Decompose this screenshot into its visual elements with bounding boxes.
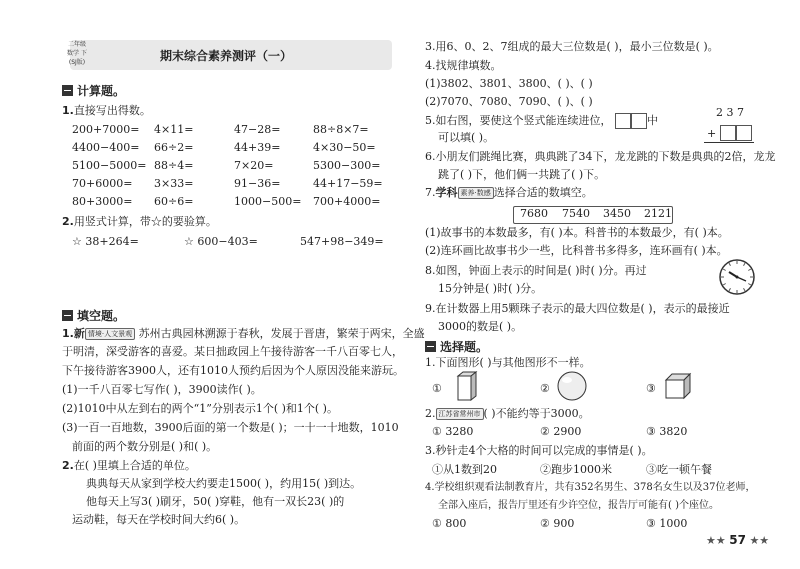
calc-item: 44+17−59= xyxy=(313,177,383,190)
right-q5-line xyxy=(425,113,658,129)
right-q8a: 8.如图，钟面上表示的时间是( )时( )分。再过 xyxy=(425,264,647,277)
number-option: 7680 xyxy=(520,207,548,220)
choice-option[interactable]: ③ 1000 xyxy=(646,517,688,530)
section-calc-title: 计算题。 xyxy=(77,84,126,98)
section-fill-title: 填空题。 xyxy=(77,309,126,323)
calc-item: 700+4000= xyxy=(313,195,381,208)
sphere-icon xyxy=(556,370,588,402)
fill1-line: 苏州古典园林溯源于春秋，发展于晋唐，繁荣于两宋，全盛 xyxy=(138,327,425,340)
calc-item: 91−36= xyxy=(234,177,281,190)
choice-option[interactable]: ③ 3820 xyxy=(646,425,688,438)
clock-icon xyxy=(718,258,756,296)
choice-option[interactable]: ①从1数到20 xyxy=(432,463,497,476)
grade-line-1: 二年级 xyxy=(67,41,86,48)
fill1-new-mark: 新 xyxy=(73,327,85,340)
q2-item: ☆ 38+264= xyxy=(72,235,139,248)
right-q7-line xyxy=(425,186,593,200)
plus-sign: + xyxy=(707,127,717,140)
choice3: 3.秒针走4个大格的时间可以完成的事情是( )。 xyxy=(425,444,653,457)
stars-left: ★★ xyxy=(706,534,726,547)
vertical-digits: 2 3 7 xyxy=(716,106,744,119)
q1-number: 1. xyxy=(62,104,74,117)
calc-item: 5300−300= xyxy=(313,159,381,172)
choice-option[interactable]: ① 3280 xyxy=(432,425,474,438)
vertical-boxes xyxy=(720,122,752,141)
q2-number: 2. xyxy=(62,215,74,228)
calc-item: 60÷6= xyxy=(154,195,194,208)
grade-line-3: (SJ版) xyxy=(68,59,86,66)
calc-item: 44+39= xyxy=(234,141,281,154)
fill2-text: 在( )里填上合适的单位。 xyxy=(73,459,196,472)
q2-line xyxy=(62,215,217,229)
fill1-line: (1)一千八百零七写作( )，3900读作( )。 xyxy=(62,383,262,396)
number-option: 7540 xyxy=(562,207,590,220)
right-q6b: 跳了( )下，他们俩一共跳了( )下。 xyxy=(438,168,606,181)
choice2-num: 2. xyxy=(425,407,436,420)
fill1-number: 1. xyxy=(62,327,74,340)
fill2-line: 他每天上写3( )刷牙，50( )穿鞋，他有一双长23( )的 xyxy=(86,495,345,508)
choice4b: 全部入座后，报告厅里还有少许空位，报告厅可能有( )个座位。 xyxy=(438,500,719,511)
right-q4: 4.找规律填数。 xyxy=(425,59,502,72)
calc-item: 4×30−50= xyxy=(313,141,376,154)
calc-item: 4×11= xyxy=(154,123,194,136)
section-fill-heading xyxy=(62,307,125,324)
page-title: 期末综合素养测评（一） xyxy=(160,49,293,63)
calc-item: 88÷8×7= xyxy=(313,123,369,136)
right-q5b: 可以填( )。 xyxy=(438,131,495,144)
right-q7-text: 选择合适的数填空。 xyxy=(493,186,593,199)
cuboid-icon xyxy=(456,370,478,402)
choice-option[interactable]: ② 2900 xyxy=(540,425,582,438)
section-one-icon xyxy=(62,85,73,96)
calc-item: 200+7000= xyxy=(72,123,140,136)
cube-icon xyxy=(664,372,694,402)
right-q9b: 3000的数是( )。 xyxy=(438,320,523,333)
answer-box[interactable] xyxy=(736,125,752,141)
choice-option[interactable]: ① 800 xyxy=(432,517,467,530)
choice4a: 4.学校组织观看法制教育片，共有352名男生、378名女生以及37位老师， xyxy=(425,482,756,493)
fill1-line: (2)1010中从左到右的两个“1”分别表示1个( )和1个( )。 xyxy=(62,402,338,415)
fill1-line: 前面的两个数分别是( )和( )。 xyxy=(72,440,218,453)
calc-item: 3×33= xyxy=(154,177,194,190)
section-choice-title: 选择题。 xyxy=(440,340,489,354)
choice2-line xyxy=(425,407,590,421)
calc-item: 7×20= xyxy=(234,159,274,172)
right-q6a: 6.小朋友们跳绳比赛，典典跳了34下，龙龙跳的下数是典典的2倍，龙龙 xyxy=(425,150,776,163)
fill1-line: 下午接待游客3900人，还有1010人预约后因为个人原因没能来游玩。 xyxy=(62,364,404,377)
right-q5a: 5.如右图，要使这个竖式能连续进位， xyxy=(425,114,612,127)
sum-line xyxy=(704,142,754,143)
right-q7d: (2)连环画比故事书少一些，比科普书多得多，连环画有( )本。 xyxy=(425,244,728,257)
fill2-line xyxy=(62,459,196,473)
q1-line xyxy=(62,104,151,118)
choice-option[interactable]: ② 900 xyxy=(540,517,575,530)
grade-line-2: 数学 下 xyxy=(67,50,87,57)
q1-text: 直接写出得数。 xyxy=(73,104,151,117)
choice2-text: ( )不能约等于3000。 xyxy=(483,407,590,420)
number-option: 2121 xyxy=(644,207,672,220)
right-q7-num: 7. xyxy=(425,186,436,199)
calc-item: 66÷2= xyxy=(154,141,194,154)
choice1: 1.下面图形( )与其他图形不一样。 xyxy=(425,356,591,369)
stars-right: ★★ xyxy=(749,534,770,547)
choice-option[interactable]: ②跑步1000米 xyxy=(540,463,612,476)
right-q9a: 9.在计数器上用5颗珠子表示的最大四位数是( )，表示的最接近 xyxy=(425,302,730,315)
calc-item: 47−28= xyxy=(234,123,281,136)
choice-option[interactable]: ③吃一顿午餐 xyxy=(646,463,712,476)
choice-option[interactable]: ② xyxy=(540,382,550,395)
answer-box[interactable] xyxy=(720,125,736,141)
right-q7c: (1)故事书的本数最多，有( )本。科普书的本数最少，有( )本。 xyxy=(425,226,729,239)
fill2-line: 典典每天从家到学校大约要走1500( )，约用15( )到达。 xyxy=(86,477,362,490)
right-q3: 3.用6、0、2、7组成的最大三位数是( )，最小三位数是( )。 xyxy=(425,40,719,53)
number-option: 3450 xyxy=(603,207,631,220)
calc-item: 88÷4= xyxy=(154,159,194,172)
fill1-line: 于明清，深受游客的喜爱。某日拙政园上午接待游客一千八百零七人， xyxy=(62,345,403,358)
choice-option[interactable]: ① xyxy=(432,382,442,395)
fill2-number: 2. xyxy=(62,459,74,472)
choice-option[interactable]: ③ xyxy=(646,382,656,395)
section-calc-heading xyxy=(62,82,125,99)
choice2-badge: 江苏省常州市 xyxy=(436,408,484,420)
q2-item: ☆ 600−403= xyxy=(184,235,258,248)
right-q8b: 15分钟是( )时( )分。 xyxy=(438,282,543,295)
answer-box[interactable] xyxy=(615,113,631,129)
calc-item: 80+3000= xyxy=(72,195,133,208)
calc-item: 4400−400= xyxy=(72,141,140,154)
right-q5-mid: 中 xyxy=(647,114,658,127)
q2-text: 用竖式计算，带☆的要验算。 xyxy=(73,215,217,228)
grade-label xyxy=(62,40,92,70)
page-number: 57 xyxy=(729,533,746,547)
calc-item: 70+6000= xyxy=(72,177,133,190)
right-q7-badge: 素养·数感 xyxy=(458,187,494,199)
right-q4a: (1)3802、3801、3800、( )、( ) xyxy=(425,77,593,90)
right-q4b: (2)7070、7080、7090、( )、( ) xyxy=(425,95,593,108)
page-footer xyxy=(706,533,769,547)
fill1-first-line xyxy=(62,327,425,341)
calc-item: 5100−5000= xyxy=(72,159,147,172)
fill1-badge: 情境·人文景观 xyxy=(85,328,135,340)
calc-item: 1000−500= xyxy=(234,195,302,208)
section-two-icon xyxy=(62,310,73,321)
section-three-icon xyxy=(425,341,436,352)
fill1-line: (3)一百一百地数，3900后面的第一个数是( )；一十一十地数，1010 xyxy=(62,421,399,434)
fill2-line: 运动鞋，每天在学校时间大约6( )。 xyxy=(72,513,246,526)
section-choice-heading xyxy=(425,338,488,355)
q2-item: 547+98−349= xyxy=(300,235,384,248)
answer-box[interactable] xyxy=(631,113,647,129)
right-q7-bold: 学科 xyxy=(435,186,458,199)
